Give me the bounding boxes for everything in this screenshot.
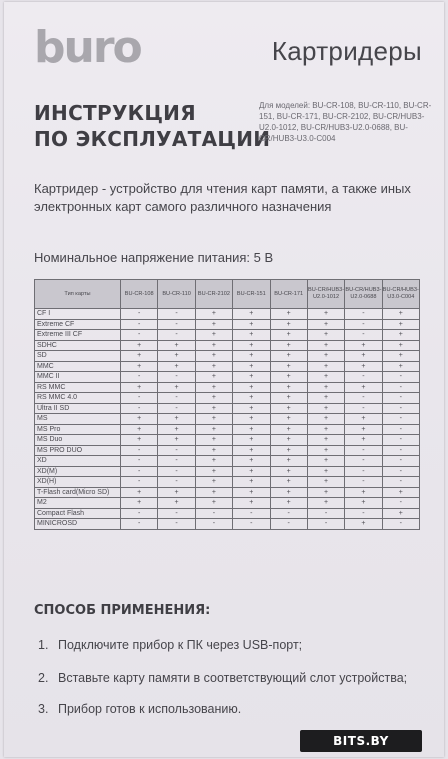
- table-row: [35, 372, 420, 383]
- support-cell: +: [345, 351, 382, 362]
- table-row: [35, 445, 420, 456]
- support-cell: +: [233, 487, 270, 498]
- card-type-cell: Extreme III CF: [35, 330, 121, 341]
- table-row: [35, 466, 420, 477]
- table-row: [35, 487, 420, 498]
- support-cell: +: [121, 498, 158, 509]
- support-cell: +: [382, 351, 419, 362]
- support-cell: +: [345, 382, 382, 393]
- support-cell: +: [121, 361, 158, 372]
- support-cell: -: [345, 372, 382, 383]
- support-cell: +: [345, 498, 382, 509]
- step-number: 2.: [38, 671, 49, 685]
- step-text: Вставьте карту памяти в соответствующий слот устройства;: [58, 671, 408, 685]
- column-header-model: BU-CR-2102: [195, 280, 232, 309]
- support-cell: +: [233, 319, 270, 330]
- support-cell: -: [382, 372, 419, 383]
- support-cell: -: [345, 330, 382, 341]
- support-cell: +: [345, 435, 382, 446]
- support-cell: +: [121, 424, 158, 435]
- support-cell: +: [195, 498, 232, 509]
- support-cell: +: [195, 361, 232, 372]
- instruction-title: [34, 100, 270, 152]
- step-text: Прибор готов к использованию.: [58, 702, 242, 716]
- column-header-model: BU-CR-110: [158, 280, 195, 309]
- support-cell: +: [270, 309, 307, 320]
- support-cell: -: [345, 403, 382, 414]
- support-cell: +: [307, 498, 344, 509]
- support-cell: -: [345, 508, 382, 519]
- support-cell: -: [121, 403, 158, 414]
- support-cell: -: [382, 445, 419, 456]
- support-cell: -: [158, 372, 195, 383]
- support-cell: +: [195, 435, 232, 446]
- column-header-model: BU-CR/HUB3-U3.0-C004: [382, 280, 419, 309]
- support-cell: +: [195, 414, 232, 425]
- support-cell: -: [345, 393, 382, 404]
- step-text: Подключите прибор к ПК через USB-порт;: [58, 638, 303, 652]
- support-cell: -: [382, 424, 419, 435]
- brand-logo: buro: [34, 22, 141, 73]
- support-cell: +: [307, 361, 344, 372]
- support-cell: -: [121, 372, 158, 383]
- support-cell: +: [307, 309, 344, 320]
- card-type-cell: RS MMC: [35, 382, 121, 393]
- support-cell: -: [345, 309, 382, 320]
- card-type-cell: Compact Flash: [35, 508, 121, 519]
- support-cell: +: [270, 319, 307, 330]
- support-cell: +: [233, 351, 270, 362]
- card-type-cell: XD(M): [35, 466, 121, 477]
- support-cell: +: [307, 424, 344, 435]
- support-cell: -: [382, 456, 419, 467]
- table-row: [35, 414, 420, 425]
- support-cell: +: [382, 330, 419, 341]
- support-cell: -: [382, 498, 419, 509]
- card-type-cell: SD: [35, 351, 121, 362]
- support-cell: +: [195, 403, 232, 414]
- support-cell: -: [121, 466, 158, 477]
- support-cell: -: [121, 319, 158, 330]
- card-type-cell: MS PRO DUO: [35, 445, 121, 456]
- support-cell: +: [233, 403, 270, 414]
- support-cell: +: [158, 351, 195, 362]
- support-cell: -: [158, 403, 195, 414]
- instruction-sheet: [4, 2, 444, 757]
- table-row: [35, 361, 420, 372]
- support-cell: +: [233, 382, 270, 393]
- support-cell: -: [307, 519, 344, 530]
- voltage-spec: Номинальное напряжение питания: 5 В: [34, 250, 274, 265]
- support-cell: -: [195, 508, 232, 519]
- table-row: [35, 319, 420, 330]
- usage-step: [38, 671, 407, 685]
- column-header-card-type: Тип карты: [35, 280, 121, 309]
- support-cell: +: [382, 508, 419, 519]
- support-cell: -: [382, 403, 419, 414]
- support-cell: +: [270, 445, 307, 456]
- support-cell: -: [158, 330, 195, 341]
- support-cell: +: [382, 487, 419, 498]
- card-type-cell: T-Flash card(Micro SD): [35, 487, 121, 498]
- card-type-cell: XD(H): [35, 477, 121, 488]
- support-cell: -: [382, 477, 419, 488]
- product-title: Картридеры: [271, 36, 422, 66]
- support-cell: +: [233, 477, 270, 488]
- card-type-cell: RS MMC 4.0: [35, 393, 121, 404]
- support-cell: +: [345, 361, 382, 372]
- support-cell: +: [195, 487, 232, 498]
- support-cell: -: [158, 508, 195, 519]
- support-cell: -: [345, 466, 382, 477]
- support-cell: +: [270, 351, 307, 362]
- support-cell: +: [270, 403, 307, 414]
- column-header-model: BU-CR/HUB3-U2.0-1012: [307, 280, 344, 309]
- support-cell: +: [270, 361, 307, 372]
- support-cell: +: [345, 424, 382, 435]
- support-cell: -: [158, 393, 195, 404]
- usage-title: СПОСОБ ПРИМЕНЕНИЯ:: [34, 603, 211, 618]
- support-cell: +: [270, 330, 307, 341]
- support-cell: -: [158, 319, 195, 330]
- support-cell: +: [195, 330, 232, 341]
- card-type-cell: Extreme CF: [35, 319, 121, 330]
- step-number: 3.: [38, 702, 49, 716]
- support-cell: +: [158, 414, 195, 425]
- support-cell: +: [270, 340, 307, 351]
- support-cell: -: [158, 519, 195, 530]
- support-cell: +: [121, 435, 158, 446]
- support-cell: +: [195, 340, 232, 351]
- support-cell: -: [233, 519, 270, 530]
- support-cell: -: [121, 330, 158, 341]
- card-type-cell: Ultra II SD: [35, 403, 121, 414]
- support-cell: +: [307, 487, 344, 498]
- support-cell: -: [233, 508, 270, 519]
- support-cell: +: [345, 519, 382, 530]
- watermark-logo: BITS.BY: [300, 730, 422, 752]
- column-header-model: BU-CR-108: [121, 280, 158, 309]
- table-row: [35, 508, 420, 519]
- support-cell: +: [307, 445, 344, 456]
- support-cell: +: [121, 351, 158, 362]
- card-type-cell: MS Pro: [35, 424, 121, 435]
- card-type-cell: CF I: [35, 309, 121, 320]
- support-cell: +: [270, 372, 307, 383]
- support-cell: -: [345, 477, 382, 488]
- table-row: [35, 519, 420, 530]
- support-cell: +: [270, 487, 307, 498]
- support-cell: -: [158, 466, 195, 477]
- support-cell: +: [270, 414, 307, 425]
- support-cell: +: [195, 456, 232, 467]
- support-cell: -: [121, 456, 158, 467]
- support-cell: +: [270, 466, 307, 477]
- column-header-model: BU-CR/HUB3-U2.0-0688: [345, 280, 382, 309]
- support-cell: +: [233, 361, 270, 372]
- table-row: [35, 382, 420, 393]
- support-cell: +: [307, 456, 344, 467]
- usage-step: [38, 638, 302, 652]
- support-cell: -: [270, 508, 307, 519]
- support-cell: +: [195, 445, 232, 456]
- support-cell: +: [307, 340, 344, 351]
- support-cell: -: [158, 445, 195, 456]
- support-cell: +: [345, 340, 382, 351]
- step-number: 1.: [38, 638, 49, 652]
- support-cell: +: [195, 309, 232, 320]
- support-cell: +: [270, 456, 307, 467]
- support-cell: +: [307, 351, 344, 362]
- support-cell: +: [307, 393, 344, 404]
- table-row: [35, 309, 420, 320]
- support-cell: +: [195, 382, 232, 393]
- support-cell: -: [158, 477, 195, 488]
- table-row: [35, 498, 420, 509]
- support-cell: +: [195, 424, 232, 435]
- support-cell: -: [382, 414, 419, 425]
- support-cell: +: [121, 382, 158, 393]
- column-header-model: BU-CR-151: [233, 280, 270, 309]
- table-row: [35, 393, 420, 404]
- support-cell: +: [345, 487, 382, 498]
- support-cell: +: [307, 319, 344, 330]
- support-cell: +: [307, 435, 344, 446]
- support-cell: +: [345, 414, 382, 425]
- support-cell: -: [121, 445, 158, 456]
- table-row: [35, 424, 420, 435]
- card-type-cell: MMC: [35, 361, 121, 372]
- support-cell: +: [307, 477, 344, 488]
- support-cell: +: [307, 414, 344, 425]
- support-cell: +: [233, 330, 270, 341]
- support-cell: +: [382, 340, 419, 351]
- support-cell: +: [233, 498, 270, 509]
- support-cell: -: [121, 393, 158, 404]
- support-cell: +: [233, 445, 270, 456]
- support-cell: +: [270, 424, 307, 435]
- support-cell: -: [121, 519, 158, 530]
- card-type-cell: SDHC: [35, 340, 121, 351]
- support-cell: -: [382, 435, 419, 446]
- table-row: [35, 435, 420, 446]
- support-cell: +: [233, 435, 270, 446]
- card-type-cell: XD: [35, 456, 121, 467]
- models-list: Для моделей: BU-CR-108, BU-CR-110, BU-CR-151, BU-CR-171, BU-CR-2102, BU-CR/HUB3-U2.0-1012, BU-CR/HUB3-U2.0-0688, BU-CR/HUB3-U3.0-C004: [259, 101, 432, 143]
- support-cell: +: [195, 372, 232, 383]
- support-cell: +: [158, 424, 195, 435]
- support-cell: +: [121, 487, 158, 498]
- table-row: [35, 351, 420, 362]
- card-type-cell: MINICROSD: [35, 519, 121, 530]
- support-cell: -: [158, 309, 195, 320]
- support-cell: +: [158, 361, 195, 372]
- support-cell: +: [307, 330, 344, 341]
- support-cell: +: [382, 361, 419, 372]
- support-cell: +: [382, 319, 419, 330]
- card-type-cell: MS: [35, 414, 121, 425]
- support-cell: +: [121, 340, 158, 351]
- card-type-cell: MMC II: [35, 372, 121, 383]
- support-cell: -: [270, 519, 307, 530]
- support-cell: -: [121, 508, 158, 519]
- support-cell: -: [345, 456, 382, 467]
- support-cell: +: [270, 435, 307, 446]
- support-cell: +: [233, 424, 270, 435]
- support-cell: -: [121, 477, 158, 488]
- support-cell: +: [195, 319, 232, 330]
- support-cell: +: [270, 393, 307, 404]
- support-cell: +: [158, 498, 195, 509]
- product-description: Картридер - устройство для чтения карт памяти, а также иных электронных карт самого различного назначения: [34, 181, 411, 214]
- support-cell: -: [345, 445, 382, 456]
- support-cell: +: [307, 466, 344, 477]
- support-cell: +: [233, 340, 270, 351]
- support-cell: -: [382, 393, 419, 404]
- support-cell: +: [158, 382, 195, 393]
- support-cell: -: [195, 519, 232, 530]
- compatibility-table: [34, 279, 420, 530]
- table-row: [35, 456, 420, 467]
- table-row: [35, 403, 420, 414]
- table-row: [35, 340, 420, 351]
- support-cell: +: [158, 435, 195, 446]
- support-cell: +: [195, 466, 232, 477]
- support-cell: +: [233, 309, 270, 320]
- support-cell: +: [195, 477, 232, 488]
- support-cell: +: [270, 382, 307, 393]
- support-cell: +: [233, 466, 270, 477]
- card-type-cell: M2: [35, 498, 121, 509]
- support-cell: +: [195, 393, 232, 404]
- support-cell: +: [158, 487, 195, 498]
- column-header-model: BU-CR-171: [270, 280, 307, 309]
- support-cell: +: [233, 372, 270, 383]
- support-cell: +: [158, 340, 195, 351]
- table-row: [35, 330, 420, 341]
- support-cell: +: [195, 351, 232, 362]
- support-cell: +: [233, 393, 270, 404]
- support-cell: +: [382, 309, 419, 320]
- support-cell: +: [270, 477, 307, 488]
- support-cell: +: [307, 403, 344, 414]
- support-cell: +: [307, 372, 344, 383]
- support-cell: -: [158, 456, 195, 467]
- support-cell: -: [382, 382, 419, 393]
- support-cell: -: [121, 309, 158, 320]
- support-cell: +: [233, 456, 270, 467]
- usage-step: [38, 702, 241, 716]
- support-cell: -: [382, 466, 419, 477]
- support-cell: +: [307, 382, 344, 393]
- support-cell: -: [382, 519, 419, 530]
- support-cell: -: [345, 319, 382, 330]
- table-row: [35, 477, 420, 488]
- table-header-row: [35, 280, 420, 309]
- support-cell: +: [121, 414, 158, 425]
- support-cell: +: [270, 498, 307, 509]
- support-cell: +: [233, 414, 270, 425]
- instruction-title-line-1: ИНСТРУКЦИЯ: [34, 101, 196, 125]
- support-cell: -: [307, 508, 344, 519]
- instruction-title-line-2: ПО ЭКСПЛУАТАЦИИ: [34, 127, 271, 151]
- card-type-cell: MS Duo: [35, 435, 121, 446]
